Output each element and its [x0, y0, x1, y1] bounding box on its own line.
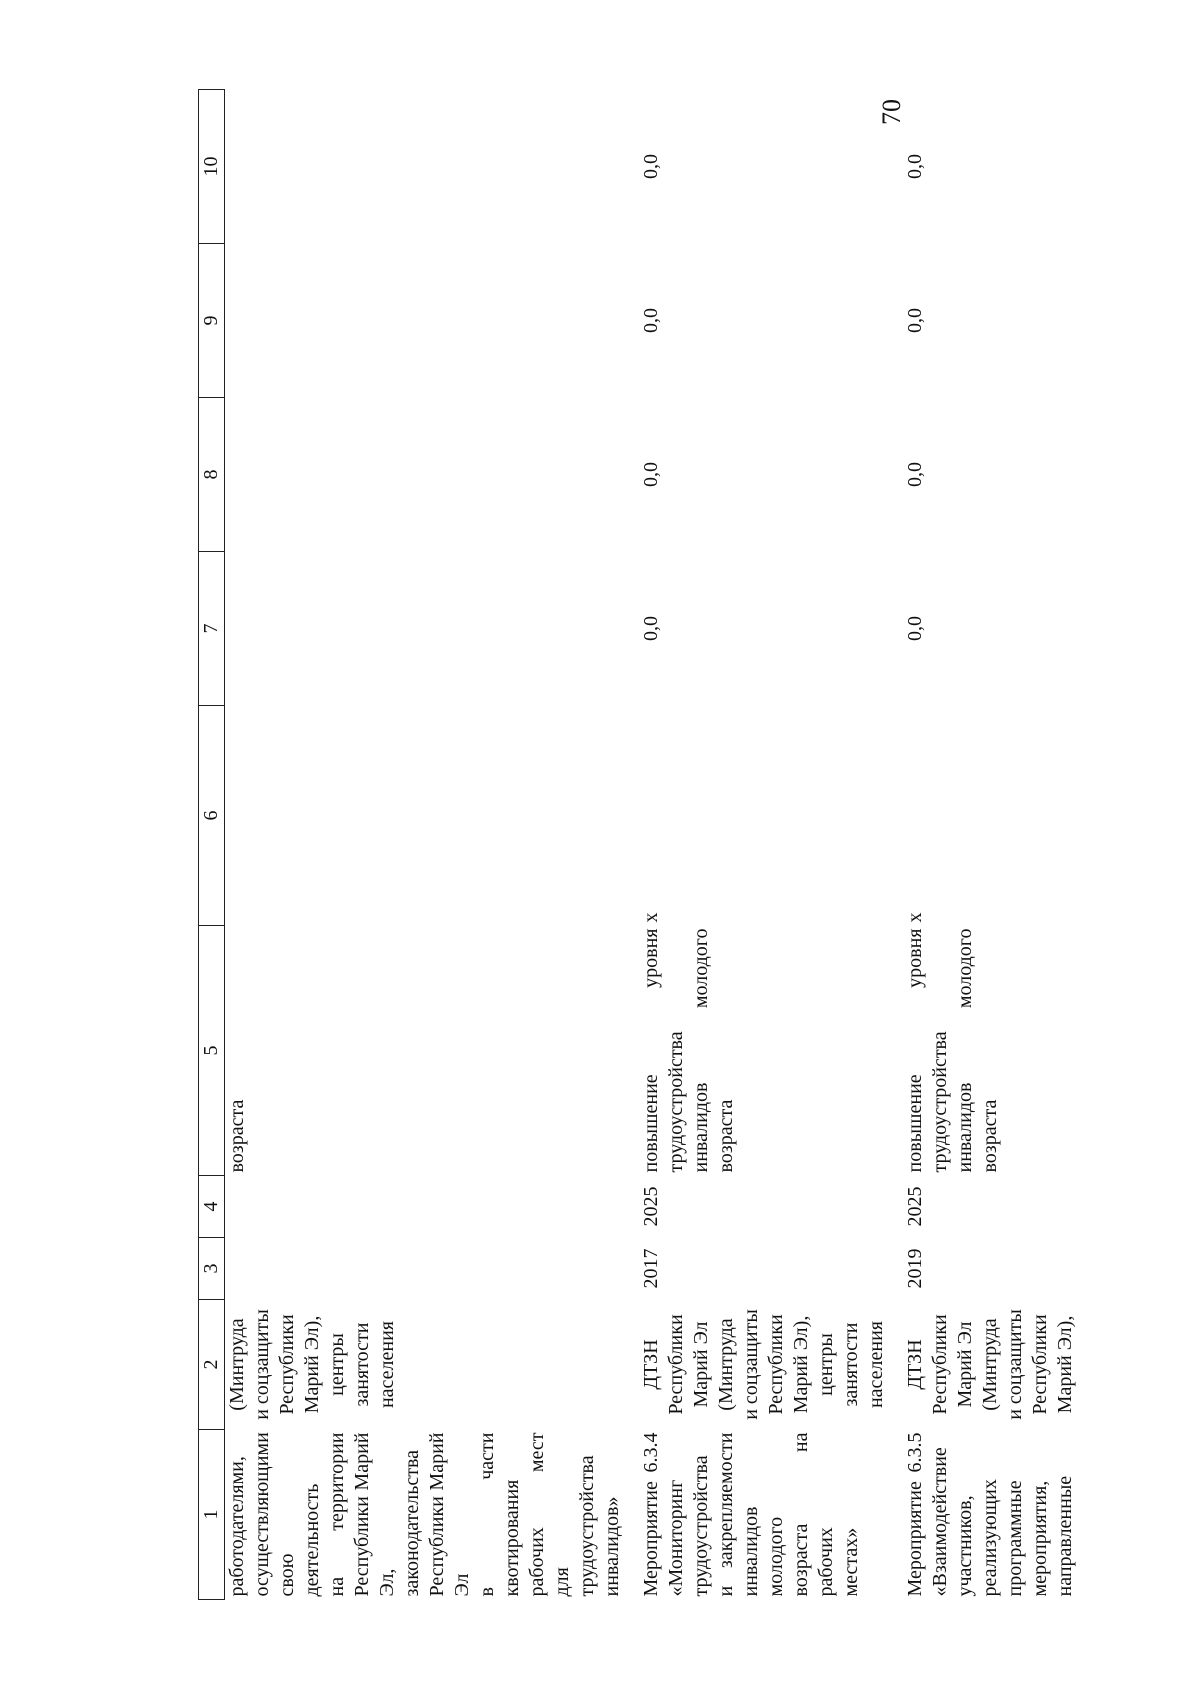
cell-line: возраста	[979, 1099, 1001, 1173]
cell-line: центры	[815, 1333, 837, 1396]
cell-line: на территории	[326, 1432, 348, 1597]
cell-line: ДТЗН	[640, 1339, 662, 1390]
cell-line: Мероприятие 6.3.5	[904, 1432, 926, 1597]
cell-line: (Минтруда	[979, 1318, 1001, 1411]
col-header-3: 3	[199, 1238, 225, 1300]
cell-col-2	[903, 1300, 1078, 1430]
cell-col-6: х	[904, 912, 926, 923]
cell-col-7	[225, 552, 626, 706]
cell-line: мероприятия,	[1029, 1480, 1051, 1597]
cell-line: и соцзащиты	[740, 1309, 762, 1420]
cell-line: центры	[326, 1333, 348, 1396]
cell-line: повышение уровня	[904, 928, 926, 1173]
row-gap	[889, 90, 903, 1600]
cell-col-8: 0,0	[904, 462, 926, 487]
cell-line: Республики	[665, 1314, 687, 1415]
cell-line: занятости	[840, 1322, 862, 1407]
cell-col-10: 0,0	[640, 154, 662, 179]
cell-line: трудоустройства	[690, 1455, 712, 1597]
cell-line: программные	[1004, 1480, 1026, 1597]
col-header-5: 5	[199, 926, 225, 1176]
header-row	[199, 90, 225, 1600]
cell-col-10	[225, 90, 626, 244]
cell-line: возраста	[715, 1099, 737, 1173]
cell-line: инвалидов молодого	[954, 928, 976, 1173]
cell-line: осуществляющими свою	[251, 1432, 298, 1597]
cell-col-9: 0,0	[904, 308, 926, 333]
col-header-9: 9	[199, 244, 225, 398]
cell-line: Марий Эл	[954, 1321, 976, 1408]
cell-col-1	[225, 1430, 626, 1600]
cell-line: трудоустройства	[929, 1031, 951, 1173]
cell-line: населения	[376, 1320, 398, 1409]
cell-col-6	[225, 706, 626, 926]
cell-col-9	[225, 244, 626, 398]
cell-col-5	[639, 926, 889, 1176]
table-body	[225, 90, 1079, 1600]
cell-col-8	[225, 398, 626, 552]
col-header-8: 8	[199, 398, 225, 552]
col-header-4: 4	[199, 1176, 225, 1238]
cell-line: и соцзащиты	[251, 1309, 273, 1420]
table-row	[639, 90, 889, 1600]
row-gap-cell	[625, 90, 639, 1600]
cell-line: и закрепляемости	[715, 1432, 737, 1597]
cell-line: деятельность	[301, 1483, 323, 1597]
cell-col-9: 0,0	[640, 308, 662, 333]
cell-col-7: 0,0	[640, 616, 662, 641]
cell-col-8: 0,0	[640, 462, 662, 487]
cell-line: Мероприятие 6.3.4	[640, 1432, 662, 1597]
cell-col-10: 0,0	[904, 154, 926, 179]
cell-line: местах»	[840, 1527, 862, 1597]
cell-line: работодателями,	[226, 1456, 248, 1597]
cell-col-5	[225, 926, 626, 1176]
cell-line: рабочих мест	[526, 1432, 548, 1597]
cell-line: занятости	[351, 1322, 373, 1407]
cell-line: Марий Эл),	[1054, 1315, 1076, 1414]
cell-col-7: 0,0	[904, 616, 926, 641]
table-row	[903, 90, 1078, 1600]
cell-col-3	[225, 1238, 626, 1300]
cell-line: населения	[865, 1320, 887, 1409]
cell-line: Республики Марий Эл,	[351, 1432, 398, 1597]
row-gap-cell	[889, 90, 903, 1600]
cell-line: участников,	[954, 1495, 976, 1597]
cell-line: Марий Эл),	[790, 1315, 812, 1414]
cell-line: Республики	[929, 1314, 951, 1415]
cell-line: инвалидов молодого	[740, 1506, 787, 1597]
cell-line: инвалидов молодого	[690, 928, 712, 1173]
cell-col-1	[903, 1430, 1078, 1600]
cell-col-5	[903, 926, 1078, 1176]
cell-col-2	[225, 1300, 626, 1430]
col-header-7: 7	[199, 552, 225, 706]
cell-line: Республики	[276, 1314, 298, 1415]
cell-col-4: 2025	[904, 1186, 926, 1227]
table-row	[225, 90, 626, 1600]
cell-line: (Минтруда	[226, 1318, 248, 1411]
cell-line: (Минтруда	[715, 1318, 737, 1411]
cell-col-2	[639, 1300, 889, 1430]
cell-line: Республики	[765, 1314, 787, 1415]
cell-line: ДТЗН	[904, 1339, 926, 1390]
cell-line: «Взаимодействие	[929, 1447, 951, 1597]
cell-line: Республики	[1029, 1314, 1051, 1415]
cell-line: «Мониторинг	[665, 1479, 687, 1597]
col-header-10: 10	[199, 90, 225, 244]
cell-line: Республики Марий Эл	[426, 1432, 473, 1597]
cell-line: Марий Эл),	[301, 1315, 323, 1414]
cell-line: возраста на рабочих	[790, 1432, 837, 1597]
cell-line: реализующих	[979, 1479, 1001, 1597]
cell-line: Марий Эл	[690, 1321, 712, 1408]
cell-line: и соцзащиты	[1004, 1309, 1026, 1420]
cell-line: инвалидов»	[601, 1496, 623, 1597]
cell-line: повышение уровня	[640, 928, 662, 1173]
cell-line: направленные	[1054, 1475, 1076, 1597]
cell-col-4	[225, 1176, 626, 1238]
col-header-6: 6	[199, 706, 225, 926]
col-header-2: 2	[199, 1300, 225, 1430]
page-number: 70	[877, 99, 906, 125]
cell-col-3: 2017	[640, 1248, 662, 1289]
cell-line: в части квотирования	[476, 1432, 523, 1597]
cell-line: законодательства	[401, 1449, 423, 1597]
table-sheet	[198, 90, 1076, 1600]
cell-line: возраста	[226, 1099, 248, 1173]
cell-col-1	[639, 1430, 889, 1600]
cell-line: трудоустройства	[665, 1031, 687, 1173]
program-table	[198, 89, 1078, 1600]
cell-col-3: 2019	[904, 1248, 926, 1289]
cell-col-4: 2025	[640, 1186, 662, 1227]
cell-col-6: х	[640, 912, 662, 923]
col-header-1: 1	[199, 1430, 225, 1600]
cell-line: для трудоустройства	[551, 1455, 598, 1597]
row-gap	[625, 90, 639, 1600]
